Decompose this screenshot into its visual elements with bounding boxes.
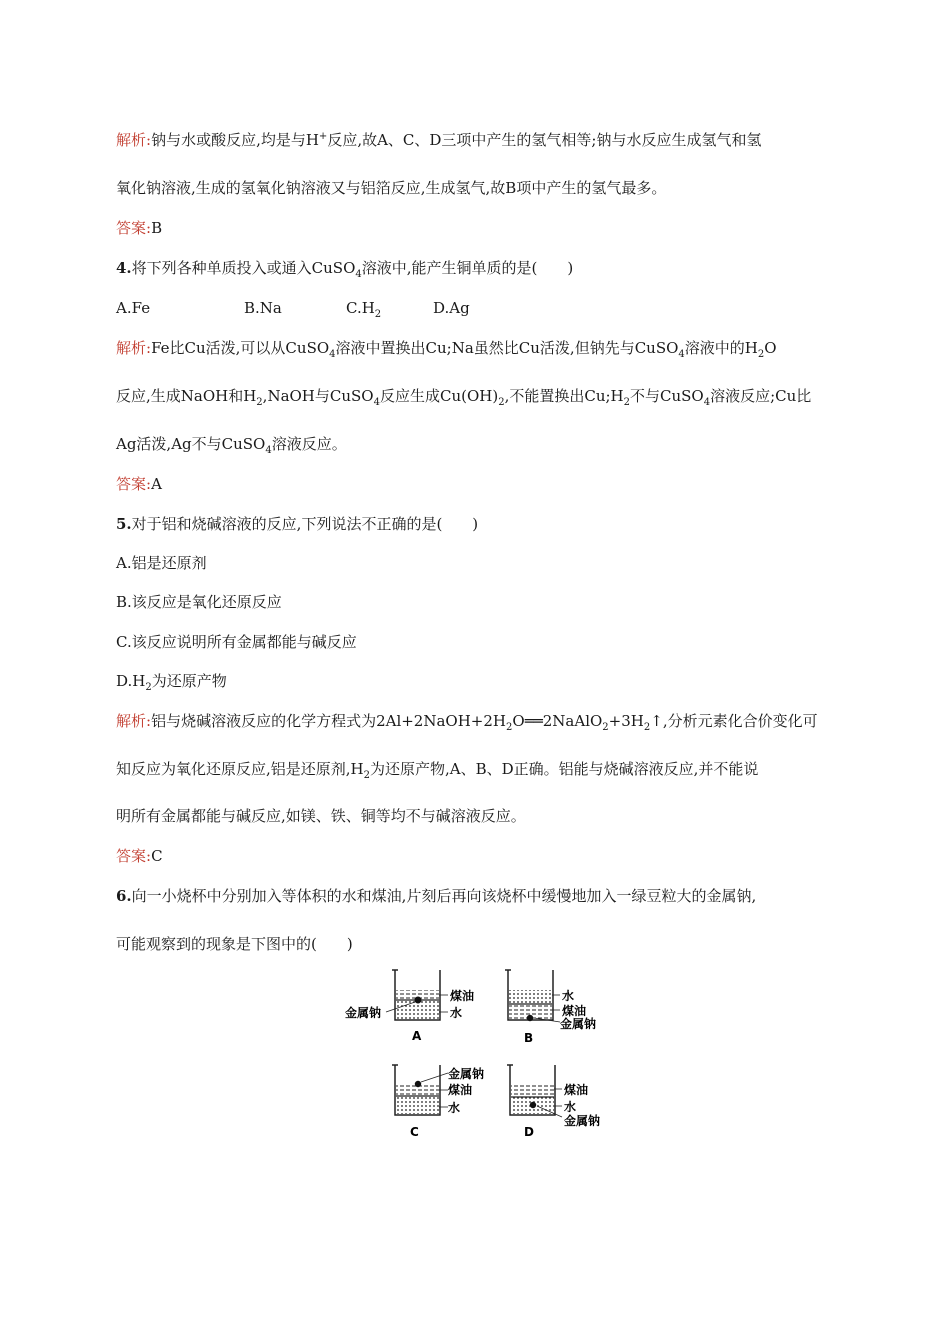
beaker-b-water-label: 水 [562,989,575,1003]
q6-stem-line-1: 6.向一小烧杯中分别加入等体积的水和煤油,片刻后再向该烧杯中缓慢地加入一绿豆粒大的金属钠, [116,887,757,905]
q3-answer: 答案:B [116,219,163,237]
q5-stem: 5.对于铝和烧碱溶液的反应,下列说法不正确的是( ) [116,515,479,533]
beaker-b-sodium-label: 金属钠 [560,1017,597,1031]
beaker-a-kerosene-label: 煤油 [450,989,475,1003]
beaker-b [505,970,560,1022]
q3-analysis-line-1: 解析:钠与水或酸反应,均是与H+反应,故A、C、D三项中产生的氢气相等;钠与水反应生成氢气和氢 [116,131,762,149]
beaker-c [392,1065,448,1115]
q5-analysis-line-1: 解析:铝与烧碱溶液反应的化学方程式为$2Al+2NaOH+2H_2O══2NaAlO_2+3H_2↑$,分析元素化合价变化可 [116,712,818,733]
beaker-d [507,1065,562,1117]
answer-label: 答案: [116,219,152,237]
q4-analysis-line-1: 解析:Fe比Cu活泼,可以从CuSO$_4$溶液中置换出Cu;Na虽然比Cu活泼,但钠先与CuSO$_4$溶液中的$H_2O$ [116,339,777,360]
q4-stem: 4.将下列各种单质投入或通入CuSO$_4$溶液中,能产生铜单质的是( ) [116,259,574,280]
q5-option-b: B.该反应是氧化还原反应 [116,593,282,611]
q5-analysis-line-3: 明所有金属都能与碱反应,如镁、铁、铜等均不与碱溶液反应。 [116,807,526,825]
beaker-d-sodium-label: 金属钠 [564,1114,601,1128]
beaker-a-label: A [412,1029,422,1043]
q5-option-c: C.该反应说明所有金属都能与碱反应 [116,633,357,651]
q5-answer: 答案:C [116,847,163,865]
q3-analysis-line-2: 氧化钠溶液,生成的氢氧化钠溶液又与铝箔反应,生成氢气,故B项中产生的氢气最多。 [116,179,667,197]
analysis-label: 解析: [116,131,152,149]
q5-option-a: A.铝是还原剂 [116,554,207,572]
q4-option-d: D.Ag [433,299,470,317]
beaker-c-water-label: 水 [448,1101,461,1115]
beaker-a-sodium-label: 金属钠 [345,1006,382,1020]
q5-analysis-line-2: 知反应为氧化还原反应,铝是还原剂$,H_2$为还原产物,A、B、D正确。铝能与烧碱溶液反应,并不能说 [116,760,759,781]
beaker-d-label: D [524,1125,534,1139]
beaker-a-water-label: 水 [450,1006,463,1020]
beaker-b-kerosene-label: 煤油 [562,1004,587,1018]
q4-option-a: A.Fe [116,299,151,317]
q4-answer: 答案:A [116,475,162,493]
q4-option-b: B.Na [244,299,282,317]
beaker-b-label: B [524,1031,534,1045]
q6-stem-line-2: 可能观察到的现象是下图中的( ) [116,935,353,953]
beaker-figure [340,960,620,1145]
q4-analysis-line-2: 反应,生成NaOH和$H_2,NaOH$与CuSO$_4$反应生成$Cu(OH)_2$,不能置换出$Cu;H_2$不与CuSO$_4$溶液反应;Cu比 [116,387,812,408]
beaker-c-label: C [410,1125,419,1139]
q4-analysis-line-3: Ag活泼,Ag不与CuSO$_4$溶液反应。 [116,435,347,456]
beaker-c-sodium-label: 金属钠 [448,1067,485,1081]
beaker-d-water-label: 水 [564,1100,577,1114]
beaker-d-kerosene-label: 煤油 [564,1083,589,1097]
q5-option-d: $D.H_2$为还原产物 [116,672,227,693]
q4-option-c: $C.H_2$ [346,299,382,320]
beaker-a [386,970,448,1020]
beaker-c-kerosene-label: 煤油 [448,1083,473,1097]
